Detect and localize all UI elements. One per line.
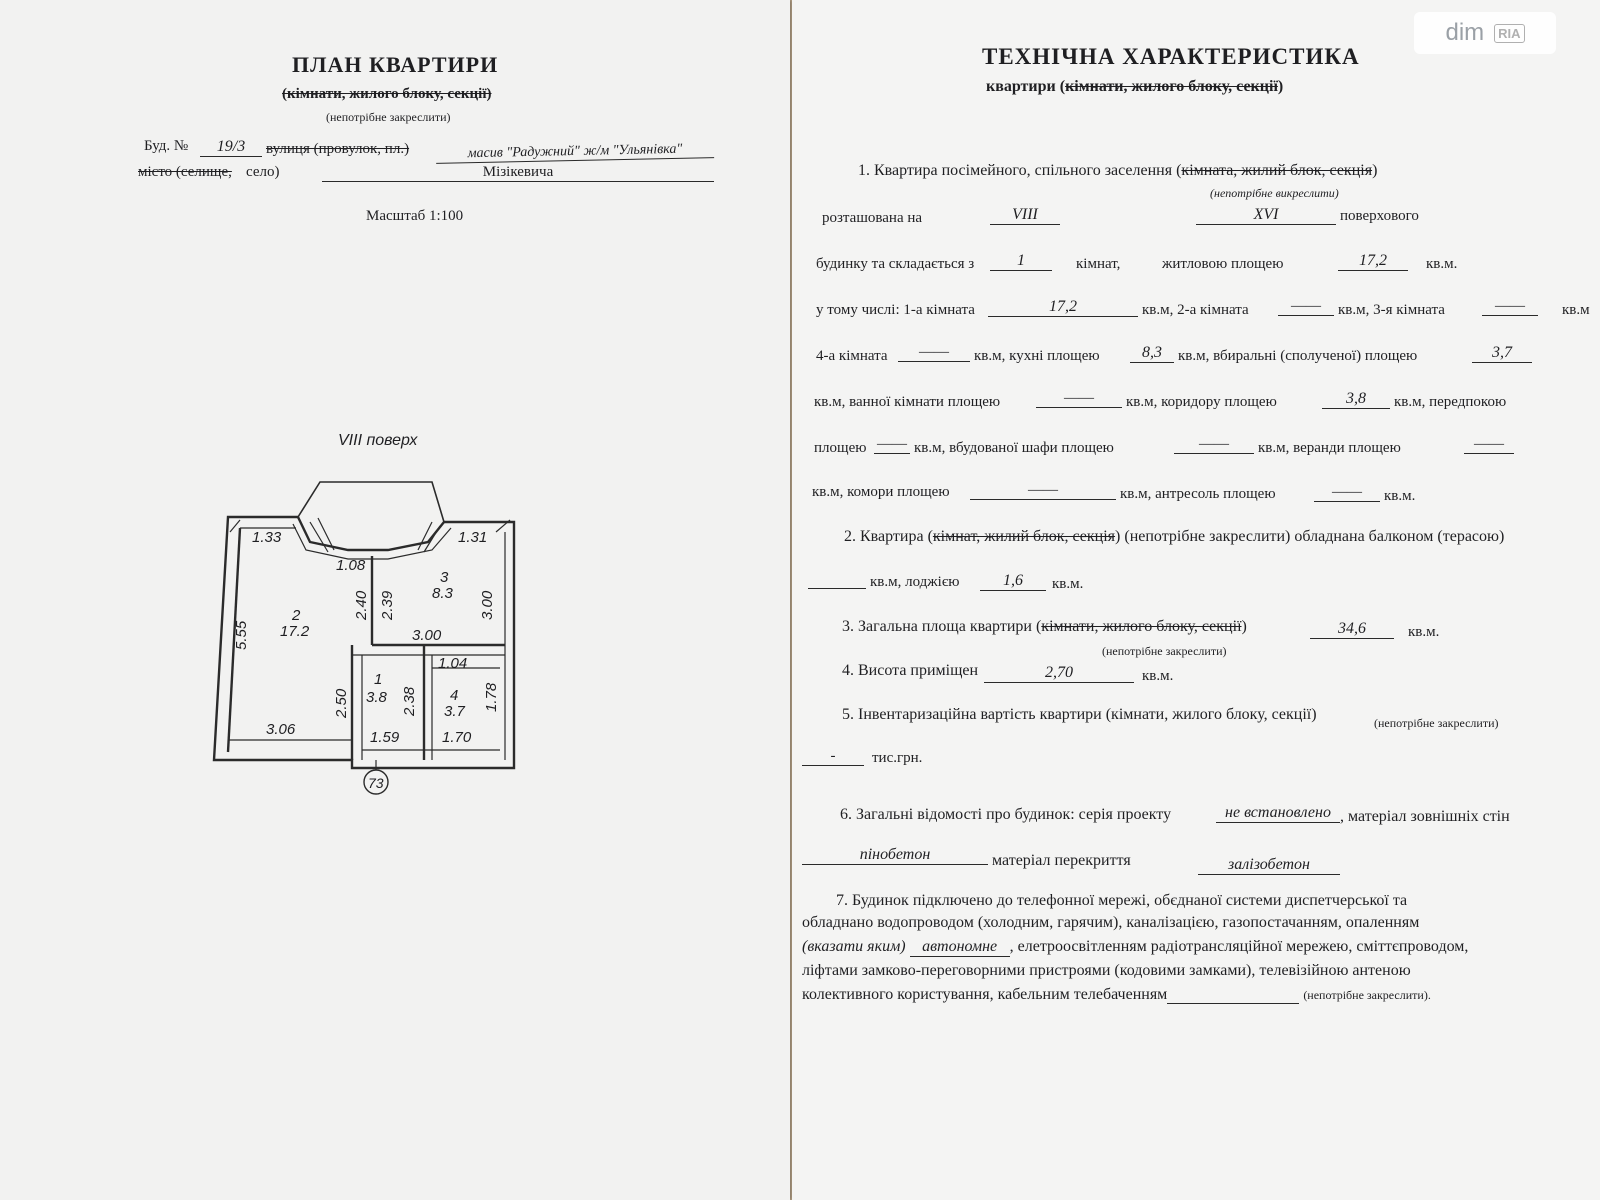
room4-value: —— xyxy=(898,344,970,362)
floor-row-end: поверхового xyxy=(1340,208,1419,224)
item-5: 5. Інвентаризаційна вартість квартири (кімнати, жилого блоку, секції) xyxy=(842,706,1317,723)
dim-label: 2.40 xyxy=(353,590,370,620)
plan-note: (непотрібне закреслити) xyxy=(326,110,451,124)
kitchen-label: кв.м, кухні площею xyxy=(974,348,1100,364)
room1-label: у тому числі: 1-а кімната xyxy=(816,302,975,318)
room-number: 1 xyxy=(374,671,383,688)
living-label: житловою площею xyxy=(1162,256,1284,272)
tech-title: ТЕХНІЧНА ХАРАКТЕРИСТИКА xyxy=(982,44,1360,69)
corridor-value: 3,8 xyxy=(1322,390,1390,409)
floor-label: VIII поверх xyxy=(338,432,418,449)
room3-label: кв.м, 3-я кімната xyxy=(1338,302,1445,318)
balcony-value xyxy=(808,572,866,589)
dim-label: 2.50 xyxy=(333,688,350,718)
axis-marker: 73 xyxy=(368,775,384,791)
dim-label: 1.78 xyxy=(483,682,500,712)
room-number: 3 xyxy=(440,569,449,586)
veranda-label: кв.м, веранди площею xyxy=(1258,440,1401,456)
item-7-line4: ліфтами замково-переговорними пристроями (кодовими замками), телевізійною антеною xyxy=(802,962,1411,979)
tech-subtitle: квартири (кімнати, жилого блоку, секції) xyxy=(986,78,1284,95)
hall-label: кв.м, передпокою xyxy=(1394,394,1507,410)
bud-label: Буд. № xyxy=(144,138,189,154)
watermark-badge: RIA xyxy=(1494,24,1524,43)
mezzanine-value: —— xyxy=(1314,484,1380,502)
room-number: 4 xyxy=(450,687,459,704)
room-number: 2 xyxy=(292,607,301,624)
watermark-text: dim xyxy=(1445,19,1485,46)
floor-row-label: розташована на xyxy=(822,210,923,226)
item-2: 2. Квартира (кімнат, жилий блок, секція) (непотрібне закреслити) обладнана балконом (терасою) xyxy=(844,528,1505,545)
pantry-value: —— xyxy=(970,482,1116,500)
dim-label: 1.59 xyxy=(370,729,400,746)
plan-subtitle: (кімнати, жилого блоку, секції) xyxy=(282,86,492,102)
room2-label: кв.м, 2-а кімната xyxy=(1142,302,1249,318)
item-1: 1. Квартира посімейного, спільного заселення (кімната, жилий блок, секція) xyxy=(858,162,1378,179)
item-5-note: (непотрібне закреслити) xyxy=(1374,716,1499,730)
item-6: 6. Загальні відомості про будинок: серія проекту xyxy=(840,806,1172,823)
street-label: вулиця (провулок, пл.) xyxy=(266,141,410,157)
dim-label: 1.31 xyxy=(458,529,488,546)
pantry-label: кв.м, комори площею xyxy=(812,484,950,500)
dim-label: 3.00 xyxy=(479,590,496,620)
room3-value: —— xyxy=(1482,298,1538,316)
dim-label: 1.33 xyxy=(252,529,282,546)
wc-value: 3,7 xyxy=(1472,344,1532,363)
wc-label: кв.м, вбиральні (сполученої) площею xyxy=(1178,348,1418,364)
item-7-line5: колективного користування, кабельним телебаченням (непотрібне закреслити). xyxy=(802,986,1431,1003)
cost-value: - xyxy=(802,748,864,766)
room-area: 3.7 xyxy=(444,703,465,720)
item-7-line2: обладнано водопроводом (холодним, гарячим), каналізацією, газопостачанням, опаленням xyxy=(802,914,1420,931)
dim-label: 3.06 xyxy=(266,721,296,738)
mezzanine-label: кв.м, антресоль площею xyxy=(1120,486,1276,502)
mezzanine-unit: кв.м. xyxy=(1384,488,1416,504)
slab-label: матеріал перекриття xyxy=(992,852,1131,869)
series-value: не встановлено xyxy=(1216,804,1340,823)
wall-material-value: пінобетон xyxy=(802,846,988,865)
rooms-value: 1 xyxy=(990,252,1052,271)
scale-label: Масштаб 1:100 xyxy=(366,208,464,224)
height-label: 4. Висота приміщен xyxy=(842,662,979,679)
hall-value: —— xyxy=(874,436,910,454)
bath-value: —— xyxy=(1036,390,1122,408)
living-area-value: 17,2 xyxy=(1338,252,1408,271)
room1-value: 17,2 xyxy=(988,298,1138,317)
dim-label: 1.08 xyxy=(336,557,366,574)
dim-label: 3.00 xyxy=(412,627,442,644)
loggia-value: 1,6 xyxy=(980,572,1046,591)
floors-total-value: XVI xyxy=(1196,206,1336,225)
city-value: Мізікевича xyxy=(322,164,714,182)
slab-material-value: залізобетон xyxy=(1198,856,1340,875)
rooms-mid: кімнат, xyxy=(1076,256,1121,272)
item-7-line1: 7. Будинок підключено до телефонної мережі, обєднаної системи диспетчерської та xyxy=(836,892,1408,909)
city-label: село) xyxy=(246,164,280,180)
living-unit: кв.м. xyxy=(1426,256,1458,272)
loggia-label: кв.м, лоджією xyxy=(870,574,960,590)
plan-sheet xyxy=(0,0,790,1200)
corridor-label: кв.м, коридору площею xyxy=(1126,394,1277,410)
room-area: 17.2 xyxy=(280,623,310,640)
total-area-value: 34,6 xyxy=(1310,620,1394,639)
city-label-struck: місто (селище, xyxy=(138,164,232,180)
height-value: 2,70 xyxy=(984,664,1134,683)
dim-label: 1.04 xyxy=(438,655,468,672)
room-area: 8.3 xyxy=(432,585,453,602)
dim-label: 5.55 xyxy=(233,620,250,650)
hall-area-label: площею xyxy=(814,440,867,456)
room2-value: —— xyxy=(1278,298,1334,316)
item-3: 3. Загальна площа квартири (кімнати, жилого блоку, секції) xyxy=(842,618,1247,635)
dimria-watermark xyxy=(1414,12,1556,54)
cost-unit: тис.грн. xyxy=(872,750,923,766)
room4-label: 4-а кімната xyxy=(816,348,888,364)
tech-sheet xyxy=(792,0,1600,1200)
room3-unit: кв.м xyxy=(1562,302,1590,318)
item-1-note: (непотрібне викреслити) xyxy=(1210,186,1339,200)
dim-label: 2.39 xyxy=(379,590,396,620)
rooms-label: будинку та складається з xyxy=(816,256,975,272)
floor-plan xyxy=(200,470,530,810)
plan-title: ПЛАН КВАРТИРИ xyxy=(292,52,499,77)
dim-label: 1.70 xyxy=(442,729,472,746)
bath-label: кв.м, ванної кімнати площею xyxy=(814,394,1001,410)
wardrobe-value: —— xyxy=(1174,436,1254,454)
street-value: масив "Радужний" ж/м "Ульянівка" xyxy=(436,141,714,164)
walls-label: , матеріал зовнішніх стін xyxy=(1340,808,1510,825)
dim-label: 2.38 xyxy=(401,686,418,716)
bud-value: 19/3 xyxy=(200,138,262,157)
item-3-note: (непотрібне закреслити) xyxy=(1102,644,1227,658)
total-area-unit: кв.м. xyxy=(1408,624,1440,640)
room-area: 3.8 xyxy=(366,689,387,706)
kitchen-value: 8,3 xyxy=(1130,344,1174,363)
item-7-line3: (вказати яким) автономне , елетроосвітленням радіотрансляційної мережею, сміттєпроводом, xyxy=(802,938,1469,955)
height-unit: кв.м. xyxy=(1142,668,1174,684)
floor-value: VIII xyxy=(990,206,1060,225)
wardrobe-label: кв.м, вбудованої шафи площею xyxy=(914,440,1114,456)
loggia-unit: кв.м. xyxy=(1052,576,1084,592)
veranda-value: —— xyxy=(1464,436,1514,454)
